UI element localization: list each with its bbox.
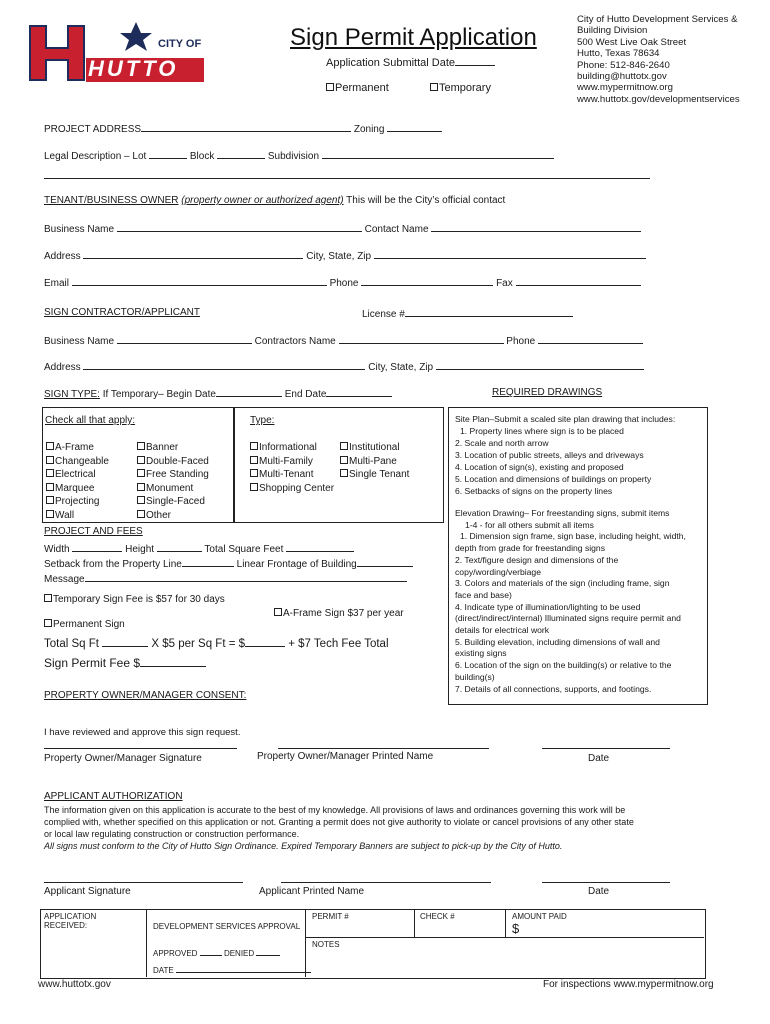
aframe-fee-option[interactable]: A-Frame Sign $37 per year (274, 608, 404, 619)
other-option[interactable]: Other (137, 509, 209, 523)
site-plan-requirements: Site Plan–Submit a scaled site plan drawing that includes: 1. Property lines where sign is to be placed 2. Scale and north arrow 3. Location of public streets, alleys and driveways 4. Location of sign(s), existing and proposed 5. Location and dimensions of buildings on property 6. Setbacks of signs on the property lines (455, 414, 676, 496)
aframe-option[interactable]: A-Frame (46, 441, 109, 455)
checkbox-icon[interactable] (340, 442, 348, 450)
department-contact: City of Hutto Development Services & Building Division 500 West Live Oak Street Hutto, Texas 78634 Phone: 512-846-2640 building@huttotx.gov www.mypermitnow.org www.huttotx.gov/developmentservices (577, 14, 740, 105)
consent-statement: I have reviewed and approve this sign request. (44, 727, 241, 738)
checkbox-icon[interactable] (46, 469, 54, 477)
owner-signature-label: Property Owner/Manager Signature (44, 753, 202, 764)
footer-website[interactable]: www.huttotx.gov (38, 979, 111, 990)
monument-option[interactable]: Monument (137, 482, 209, 496)
consent-heading: PROPERTY OWNER/MANAGER CONSENT: (44, 690, 247, 701)
office-use-table (40, 909, 706, 979)
checkbox-icon[interactable] (250, 483, 258, 491)
contractor-heading: SIGN CONTRACTOR/APPLICANT (44, 307, 200, 318)
office-date-field[interactable]: DATE (153, 965, 311, 975)
divider (44, 178, 650, 179)
single-faced-option[interactable]: Single-Faced (137, 495, 209, 509)
legal-description-field[interactable]: Legal Description – Lot Block Subdivision (44, 149, 554, 162)
sign-type-heading[interactable]: SIGN TYPE: If Temporary– Begin Date End Date (44, 387, 392, 400)
checkbox-icon[interactable] (340, 456, 348, 464)
checkbox-icon[interactable] (430, 83, 438, 91)
contractor-business-name-field[interactable]: Business Name Contractors Name Phone (44, 334, 643, 347)
license-field[interactable]: License # (362, 307, 573, 320)
check-number-label: CHECK # (420, 912, 455, 921)
dimensions-field[interactable]: Width Height Total Square Feet (44, 542, 354, 555)
wall-option[interactable]: Wall (46, 509, 109, 523)
permit-fee-field[interactable]: Sign Permit Fee $ (44, 656, 206, 670)
informational-option[interactable]: Informational (250, 441, 334, 455)
project-fees-heading: PROJECT AND FEES (44, 526, 143, 537)
logo-city-of: CITY OF (158, 38, 202, 50)
application-received-label: APPLICATION RECEIVED: (44, 912, 97, 930)
checkbox-icon[interactable] (137, 496, 145, 504)
applicant-date-line[interactable] (542, 882, 670, 883)
fee-calculation[interactable]: Total Sq Ft X $5 per Sq Ft = $ + $7 Tech Fee Total (44, 638, 389, 650)
checkbox-icon[interactable] (340, 469, 348, 477)
electrical-option[interactable]: Electrical (46, 468, 109, 482)
checkbox-icon[interactable] (46, 456, 54, 464)
tenant-email-field[interactable]: Email Phone Fax (44, 276, 641, 289)
checkbox-icon[interactable] (137, 456, 145, 464)
dev-services-approval-label: DEVELOPMENT SERVICES APPROVAL (153, 922, 301, 931)
institutional-option[interactable]: Institutional (340, 441, 409, 455)
banner-option[interactable]: Banner (137, 441, 209, 455)
temporary-checkbox[interactable]: Temporary (430, 82, 491, 94)
approved-field[interactable]: APPROVED DENIED (153, 948, 280, 958)
type-label: Type: (250, 415, 275, 426)
notes-label: NOTES (312, 940, 340, 949)
type-option-column-2 (340, 441, 409, 482)
tenant-address-field[interactable]: Address City, State, Zip (44, 249, 646, 262)
tenant-heading: TENANT/BUSINESS OWNER (property owner or authorized agent) This will be the City’s official contact (44, 195, 506, 206)
sign-option-column-2 (137, 441, 209, 523)
owner-printed-label: Property Owner/Manager Printed Name (257, 751, 434, 762)
owner-date-label: Date (588, 753, 610, 764)
applicant-date-label: Date (588, 886, 610, 897)
required-drawings-heading: REQUIRED DRAWINGS (492, 387, 603, 398)
marquee-option[interactable]: Marquee (46, 482, 109, 496)
type-option-column-1 (250, 441, 334, 495)
permanent-sign-option[interactable]: Permanent Sign (44, 619, 125, 630)
checkbox-icon[interactable] (137, 510, 145, 518)
checkbox-icon[interactable] (46, 496, 54, 504)
submittal-date-label: Application Submittal Date (326, 56, 495, 69)
checkbox-icon[interactable] (250, 469, 258, 477)
logo-hutto-text: HUTTO (88, 56, 179, 81)
contractor-address-field[interactable]: Address City, State, Zip (44, 360, 644, 373)
checkbox-icon[interactable] (44, 594, 52, 602)
amount-dollar-sign: $ (512, 921, 520, 936)
multi-tenant-option[interactable]: Multi-Tenant (250, 468, 334, 482)
authorization-heading: APPLICANT AUTHORIZATION (44, 791, 183, 802)
elevation-requirements: Elevation Drawing– For freestanding signs, submit items 1-4 - for all others submit all items 1. Dimension sign frame, sign base, including height, width, depth from grade for freestanding signs 2. Text/figure design and dimensions of the copy/wording/verbiage 3. Colors and materials of the sign (including frame, sign face and base) 4. Indicate type of illumination/lighting to be used (direct/indirect/internal) Illuminated signs require permit and details for electrical work 5. Building elevation, including dimensions of wall and existing signs 6. Location of the sign on the building(s) or relative to the building(s) 7. Details of all connections, supports, and footings. (455, 508, 686, 694)
applicant-signature-line[interactable] (44, 882, 243, 883)
checkbox-icon[interactable] (46, 483, 54, 491)
projecting-option[interactable]: Projecting (46, 495, 109, 509)
tenant-business-name-field[interactable]: Business Name Contact Name (44, 222, 641, 235)
single-tenant-option[interactable]: Single Tenant (340, 468, 409, 482)
check-all-label: Check all that apply: (45, 415, 136, 426)
checkbox-icon[interactable] (137, 483, 145, 491)
office-divider-3 (414, 909, 415, 937)
multi-family-option[interactable]: Multi-Family (250, 455, 334, 469)
footer-inspections[interactable]: For inspections www.mypermitnow.org (543, 979, 714, 990)
double-faced-option[interactable]: Double-Faced (137, 455, 209, 469)
setback-field[interactable]: Setback from the Property Line Linear Frontage of Building (44, 557, 413, 570)
applicant-signature-label: Applicant Signature (44, 886, 131, 897)
owner-signature-line[interactable] (44, 748, 237, 749)
permit-number-label: PERMIT # (312, 912, 349, 921)
sign-option-column-1 (46, 441, 109, 523)
checkbox-icon[interactable] (250, 456, 258, 464)
checkbox-icon[interactable] (250, 442, 258, 450)
checkbox-icon[interactable] (46, 510, 54, 518)
checkbox-icon[interactable] (44, 619, 52, 627)
form-title: Sign Permit Application (290, 24, 537, 51)
checkbox-icon[interactable] (46, 442, 54, 450)
permanent-checkbox[interactable]: Permanent (326, 82, 389, 94)
temp-fee-option[interactable]: Temporary Sign Fee is $57 for 30 days (44, 594, 225, 605)
changeable-option[interactable]: Changeable (46, 455, 109, 469)
checkbox-icon[interactable] (137, 469, 145, 477)
office-divider-4 (505, 909, 506, 937)
applicant-printed-label: Applicant Printed Name (259, 886, 365, 897)
shopping-center-option[interactable]: Shopping Center (250, 482, 334, 496)
checkbox-icon[interactable] (326, 83, 334, 91)
applicant-printed-line[interactable] (281, 882, 491, 883)
city-logo (28, 18, 208, 88)
checkbox-icon[interactable] (137, 442, 145, 450)
owner-printed-line[interactable] (278, 748, 489, 749)
owner-date-line[interactable] (542, 748, 670, 749)
office-divider-5 (305, 937, 704, 938)
checkbox-icon[interactable] (274, 608, 282, 616)
amount-paid-label: AMOUNT PAID (512, 912, 567, 921)
project-address-field[interactable]: PROJECT ADDRESS Zoning (44, 122, 442, 135)
authorization-text: The information given on this application is accurate to the best of my knowledge. All provisions of laws and ordinances governing this work will be complied with, whether specified on this application or not. Granting a permit does not give authority to violate or cancel provisions of any other state or local law regulating construction or construction performance. All signs must conform to the City of Hutto Sign Ordinance. Expired Temporary Banners are subject to pick-up by the City of Hutto. (44, 805, 634, 851)
multi-pane-option[interactable]: Multi-Pane (340, 455, 409, 469)
message-field[interactable]: Message (44, 572, 407, 585)
office-divider-1 (146, 909, 147, 977)
free-standing-option[interactable]: Free Standing (137, 468, 209, 482)
